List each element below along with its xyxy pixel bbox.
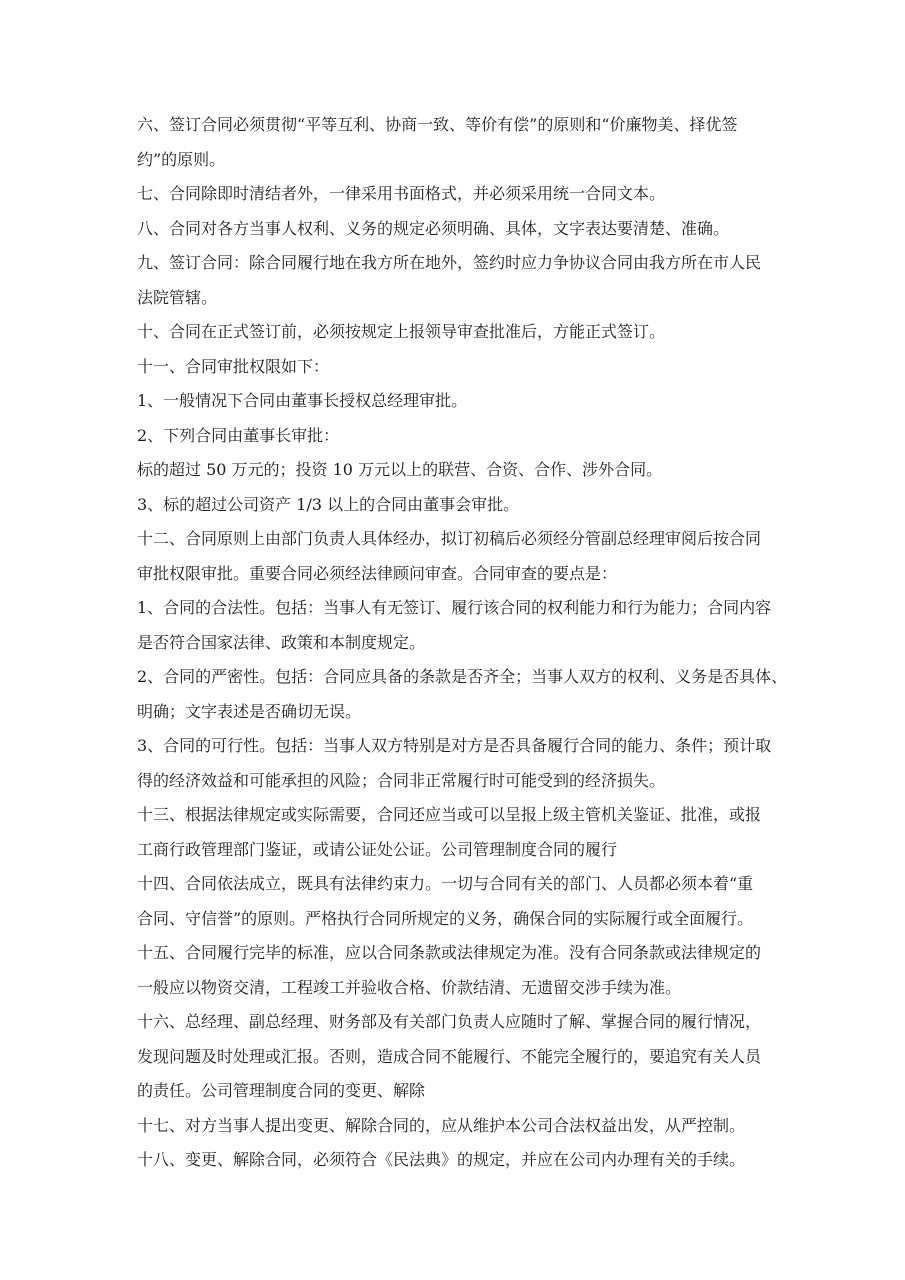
text-line: 1、合同的合法性。包括：当事人有无签订、履行该合同的权利能力和行为能力；合同内容: [137, 598, 772, 617]
text-line: 十五、合同履行完毕的标准，应以合同条款或法律规定为准。没有合同条款或法律规定的: [137, 943, 762, 962]
text-line: 十一、合同审批权限如下：: [137, 356, 330, 376]
text-line: 的责任。公司管理制度合同的变更、解除: [137, 1081, 426, 1100]
text-line: 七、合同除即时清结者外，一律采用书面格式，并必须采用统一合同文本。: [137, 184, 666, 203]
text-line: 工商行政管理部门鉴证，或请公证处公证。公司管理制度合同的履行: [137, 839, 618, 859]
text-line: 法院管辖。: [137, 287, 218, 307]
text-line: 2、合同的严密性。包括：合同应具备的条款是否齐全；当事人双方的权利、义务是否具体、: [137, 667, 788, 686]
text-line: 六、签订合同必须贯彻“平等互利、协商一致、等价有偿”的原则和“价廉物美、择优签: [137, 115, 738, 134]
text-line: 得的经济效益和可能承担的风险；合同非正常履行时可能受到的经济损失。: [137, 770, 666, 790]
text-line: 十二、合同原则上由部门负责人具体经办，拟订初稿后必须经分管副总经理审阅后按合同: [137, 529, 762, 548]
text-line: 3、合同的可行性。包括：当事人双方特别是对方是否具备履行合同的能力、条件；预计取: [137, 736, 772, 755]
text-line: 十三、根据法律规定或实际需要，合同还应当或可以呈报上级主管机关鉴证、批准，或报: [137, 805, 762, 824]
text-line: 合同、守信誉”的原则。严格执行合同所规定的义务，确保合同的实际履行或全面履行。: [137, 908, 754, 928]
text-line: 1、一般情况下合同由董事长授权总经理审批。: [137, 391, 468, 410]
text-line: 十、合同在正式签订前，必须按规定上报领导审查批准后，方能正式签订。: [137, 322, 666, 341]
document-body: [137, 108, 787, 1178]
text-line: 是否符合国家法律、政策和本制度规定。: [137, 632, 426, 652]
text-line: 十四、合同依法成立，既具有法律约束力。一切与合同有关的部门、人员都必须本着“重: [137, 874, 754, 893]
text-line: 发现问题及时处理或汇报。否则，造成合同不能履行、不能完全履行的，要追究有关人员: [137, 1046, 762, 1066]
text-line: 约”的原则。: [137, 149, 226, 169]
text-line: 八、合同对各方当事人权利、义务的规定必须明确、具体，文字表达要清楚、准确。: [137, 218, 730, 238]
text-line: 十六、总经理、副总经理、财务部及有关部门负责人应随时了解、掌握合同的履行情况，: [137, 1012, 762, 1031]
text-line: 九、签订合同：除合同履行地在我方所在地外，签约时应力争协议合同由我方所在市人民: [137, 253, 762, 272]
text-line: 2、下列合同由董事长审批：: [137, 425, 340, 445]
text-line: 明确；文字表述是否确切无误。: [137, 701, 362, 721]
text-line: 十七、对方当事人提出变更、解除合同的，应从维护本公司合法权益出发，从严控制。: [137, 1115, 746, 1135]
text-line: 3、标的超过公司资产 1/3 以上的合同由董事会审批。: [137, 494, 520, 514]
text-line: 一般应以物资交清，工程竣工并验收合格、价款结清、无遗留交涉手续为准。: [137, 977, 682, 997]
text-line: 审批权限审批。重要合同必须经法律顾问审查。合同审查的要点是：: [137, 563, 618, 583]
text-line: 标的超过 50 万元的；投资 10 万元以上的联营、合资、合作、涉外合同。: [137, 460, 663, 479]
text-line: 十八、变更、解除合同，必须符合《民法典》的规定，并应在公司内办理有关的手续。: [137, 1150, 746, 1169]
